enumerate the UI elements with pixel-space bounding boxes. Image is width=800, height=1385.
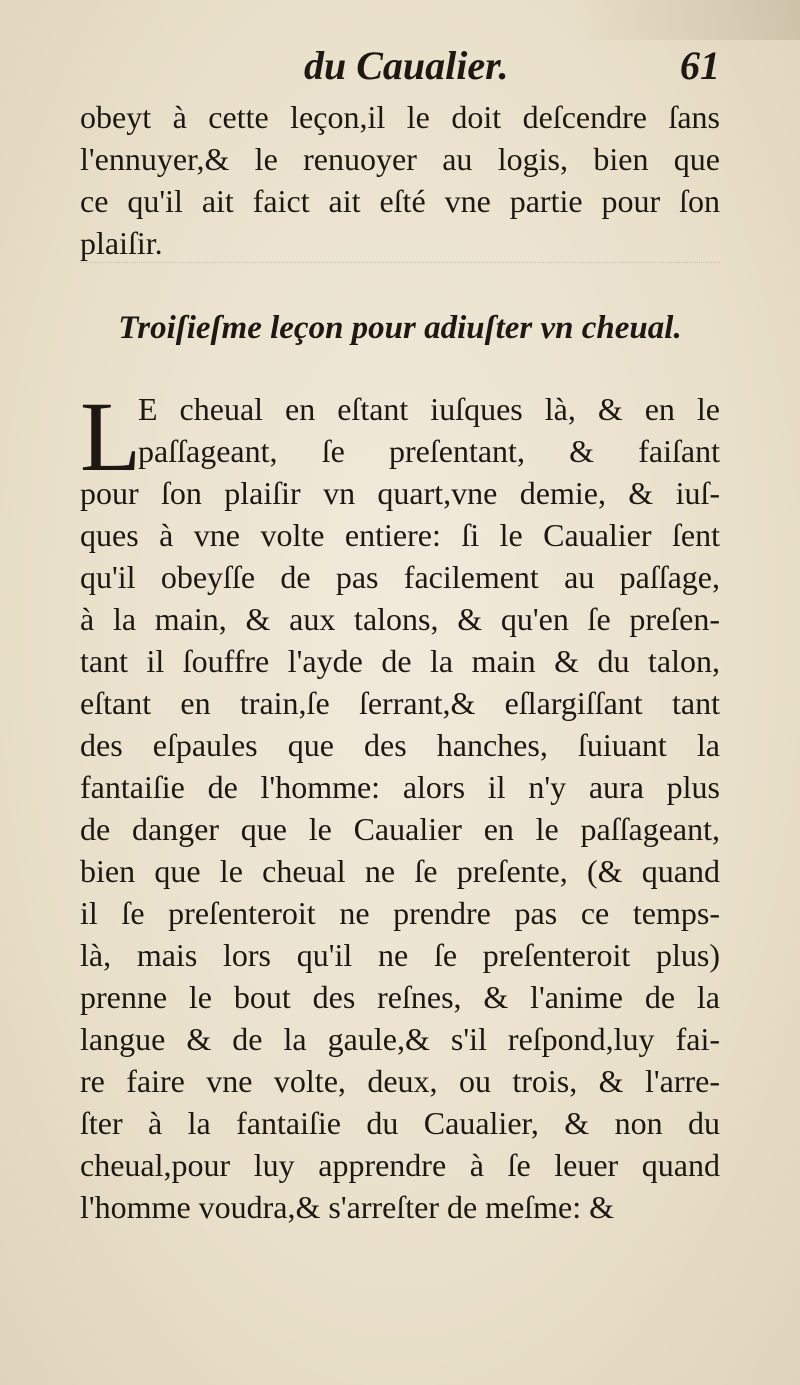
paragraph-2 — [80, 381, 720, 1228]
text-line: prenne le bout des reſnes, & l'anime de la — [80, 979, 720, 1015]
text-line: cheual,pour luy apprendre à ſe leuer quand — [80, 1147, 720, 1183]
text-line: re faire vne volte, deux, ou trois, & l'arre- — [80, 1063, 720, 1099]
text-line: eſtant en train,ſe ſerrant,& eſlargiſſant tant — [80, 685, 720, 721]
text-line: ce qu'il ait faict ait eſté vne partie pour ſon — [80, 183, 720, 219]
running-title: du Caualier. — [304, 43, 509, 88]
page-header — [80, 44, 720, 94]
text-line: pour ſon plaiſir vn quart,vne demie, & iuſ- — [80, 475, 720, 511]
text-line: l'ennuyer,& le renuoyer au logis, bien que — [80, 141, 720, 177]
text-line: bien que le cheual ne ſe preſente, (& quand — [80, 853, 720, 889]
text-line: qu'il obeyſſe de pas facilement au paſſage, — [80, 559, 720, 595]
text-line: l'homme voudra,& s'arreſter de meſme: & — [80, 1189, 615, 1225]
text-line: plaiſir. — [80, 225, 163, 261]
text-line: fantaiſie de l'homme: alors il n'y aura plus — [80, 769, 720, 805]
text-line: obeyt à cette leçon,il le doit deſcendre ſans — [80, 99, 720, 135]
page-number: 61 — [680, 43, 720, 88]
section-heading: Troiſieſme leçon pour adiuſter vn cheual. — [118, 310, 682, 346]
text-line: langue & de la gaule,& s'il reſpond,luy fai- — [80, 1021, 720, 1057]
show-through — [80, 262, 720, 273]
text-line: des eſpaules que des hanches, ſuiuant la — [80, 727, 720, 763]
text-line: là, mais lors qu'il ne ſe preſenteroit plus) — [80, 937, 720, 973]
page-stain — [570, 0, 800, 40]
text-line: ſter à la fantaiſie du Caualier, & non du — [80, 1105, 720, 1141]
paragraph-1 — [80, 96, 720, 264]
text-line: de danger que le Caualier en le paſſageant, — [80, 811, 720, 847]
text-line: ques à vne volte entiere: ſi le Caualier ſent — [80, 517, 720, 553]
text-line: E cheual en eſtant iuſques là, & en le — [138, 391, 720, 427]
text-line: à la main, & aux talons, & qu'en ſe preſen- — [80, 601, 720, 637]
drop-cap: L — [80, 381, 142, 492]
text-line: tant il ſouffre l'ayde de la main & du talon, — [80, 643, 720, 679]
text-line: il ſe preſenteroit ne prendre pas ce temps- — [80, 895, 720, 931]
text-line: paſſageant, ſe preſentant, & faiſant — [138, 433, 720, 469]
